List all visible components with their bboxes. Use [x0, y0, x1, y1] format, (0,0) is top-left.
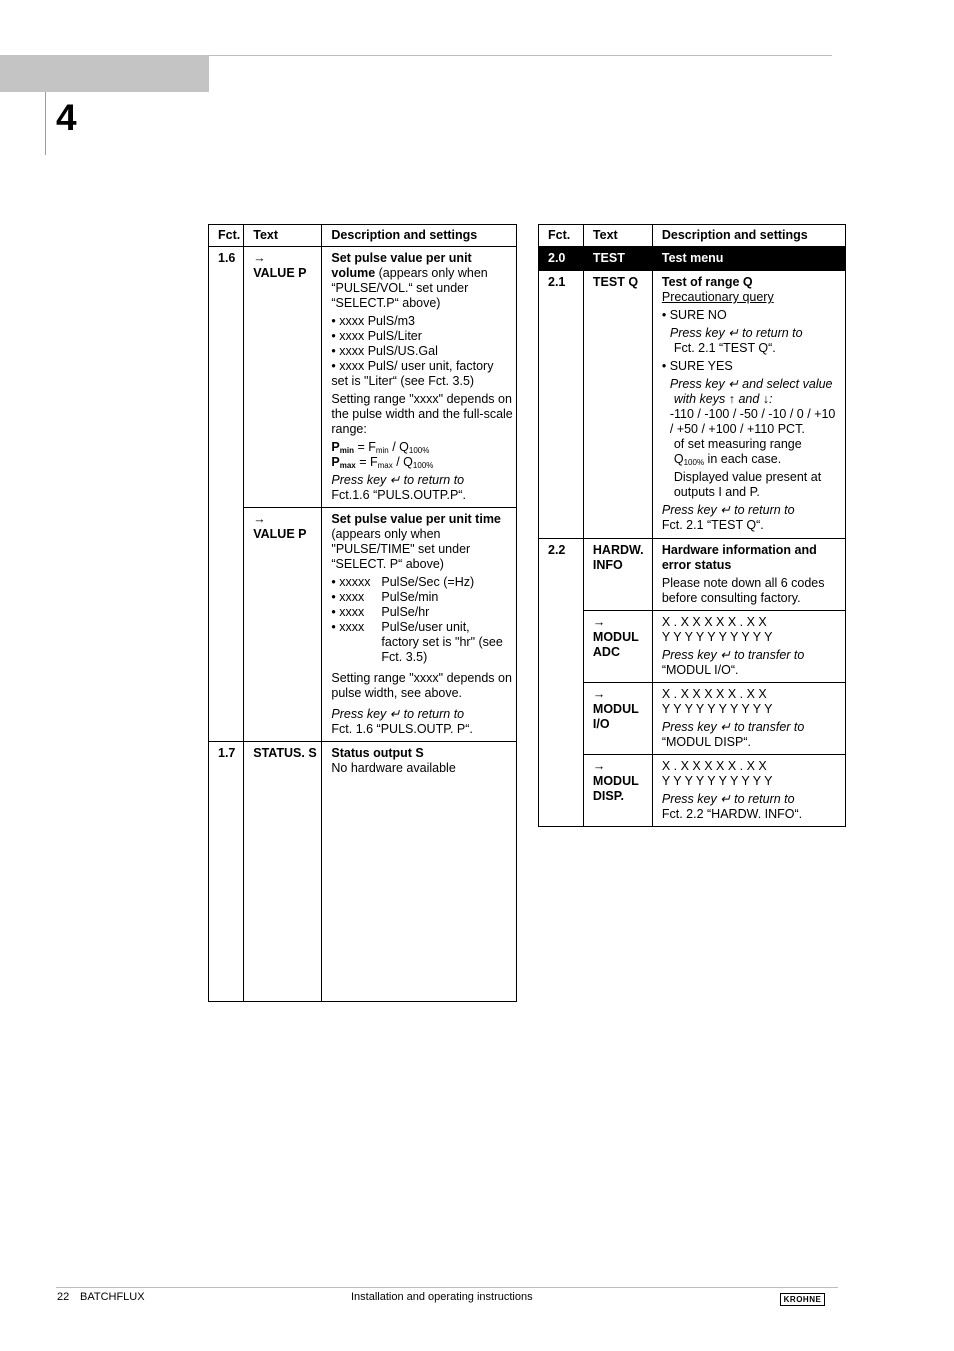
test-values: -110 / -100 / -50 / -10 / 0 / +10 / +50 / +100 / +110 PCT.	[669, 407, 836, 436]
arrow-icon: →	[592, 615, 606, 629]
list-item: • xxxx PulSe/min	[331, 590, 439, 604]
query-text: Precautionary query	[661, 290, 774, 304]
press-key-text: Press key ↵ to transfer to	[661, 720, 805, 734]
list-item: • xxxxx PulSe/Sec (=Hz)	[331, 575, 475, 589]
code-y: Y Y Y Y Y Y Y Y Y Y	[661, 774, 773, 788]
text-label: MODUL I/O	[592, 702, 639, 731]
fct-cell: 1.6	[209, 247, 244, 742]
text-cell: TEST	[583, 247, 652, 271]
q100-text: $Q_{100\%}$ in each case.	[673, 452, 782, 467]
header-desc: Description and settings	[322, 225, 517, 247]
table-row	[209, 508, 517, 742]
code-y: Y Y Y Y Y Y Y Y Y Y	[661, 702, 773, 716]
header-fct: Fct.	[539, 225, 584, 247]
display-note: Displayed value present at outputs I and P.	[673, 470, 822, 499]
text-label: MODUL DISP.	[592, 774, 639, 803]
text-cell	[583, 683, 652, 755]
press-key-text: Press key ↵ to transfer to	[661, 648, 805, 662]
header-fct: Fct.	[209, 225, 244, 247]
list-item: • xxxx PulS/ user unit, factory set is "Liter“ (see Fct. 3.5)	[331, 359, 494, 388]
text-cell: HARDW. INFO	[583, 539, 652, 611]
header-rule	[209, 55, 832, 56]
arrow-icon: →	[253, 251, 266, 265]
press-key-target: “MODUL I/O“.	[661, 663, 739, 677]
desc-cell	[322, 742, 517, 1002]
list-item: • xxxx PulS/Liter	[331, 329, 422, 343]
option-no: • SURE NO	[661, 308, 727, 322]
page-number: 22	[57, 1291, 70, 1303]
table-row	[539, 755, 846, 827]
text-label: VALUE P	[253, 527, 307, 541]
fct-cell: 2.2	[539, 539, 584, 827]
table-row-highlight	[539, 247, 846, 271]
press-key-target: Fct. 2.2 “HARDW. INFO“.	[661, 807, 803, 821]
fct-cell: 1.7	[209, 742, 244, 1002]
range-text: Setting range "xxxx" depends on pulse width, see above.	[331, 671, 512, 700]
chapter-number: 4	[56, 97, 77, 138]
code-y: Y Y Y Y Y Y Y Y Y Y	[661, 630, 773, 644]
chapter-tab	[0, 55, 209, 92]
press-key-target: Fct.1.6 “PULS.OUTP.P“.	[331, 488, 466, 502]
text-cell: TEST Q	[583, 271, 652, 539]
range-text: Setting range "xxxx" depends on the pulse width and the full-scale range:	[331, 392, 513, 436]
desc-cell	[652, 683, 845, 755]
press-key-text: Press key ↵ and select value	[669, 377, 833, 391]
text-cell	[244, 247, 322, 508]
fct-cell: 2.0	[539, 247, 584, 271]
table-row	[539, 271, 846, 539]
table-row	[209, 247, 517, 508]
press-key-text: Press key ↵ to return to	[669, 326, 803, 340]
code-x: X . X X X X X . X X	[661, 687, 767, 701]
press-key-text: Press key ↵ to return to	[331, 707, 465, 721]
table-row	[209, 742, 517, 1002]
press-key-target: Fct. 1.6 “PULS.OUTP. P“.	[331, 722, 473, 736]
text-label: MODUL ADC	[592, 630, 639, 659]
formula-pmin: $P_{min} = F_{min} / Q_{100\%}$	[331, 440, 430, 455]
press-key-target: “MODUL DISP“.	[661, 735, 751, 749]
desc-title-rest: (appears only when “PULSE/VOL.“ set under “SELECT.P“ above)	[331, 266, 488, 310]
code-x: X . X X X X X . X X	[661, 759, 767, 773]
press-key-target: Fct. 2.1 “TEST Q“.	[673, 341, 776, 355]
list-item: • xxxx PulS/m3	[331, 314, 415, 328]
press-key-text: Press key ↵ to return to	[661, 792, 795, 806]
desc-cell	[652, 755, 845, 827]
text-cell: STATUS. S	[244, 742, 322, 1002]
desc-text: Please note down all 6 codes before consulting factory.	[661, 576, 825, 605]
table-row	[539, 611, 846, 683]
chapter-divider	[45, 92, 46, 155]
product-name: BATCHFLUX	[80, 1291, 145, 1303]
arrow-icon: →	[592, 759, 606, 773]
list-item: • xxxx PulSe/user unit, factory set is "hr" (see Fct. 3.5)	[331, 620, 503, 664]
text-label: VALUE P	[253, 266, 307, 280]
code-x: X . X X X X X . X X	[661, 615, 767, 629]
table-row	[539, 683, 846, 755]
desc-cell	[652, 539, 845, 611]
table-row	[539, 539, 846, 611]
desc-title: Test of range Q	[661, 275, 753, 289]
text-cell	[244, 508, 322, 742]
desc-cell	[322, 247, 517, 508]
arrow-icon: →	[253, 512, 266, 526]
header-text: Text	[244, 225, 322, 247]
desc-cell	[322, 508, 517, 742]
header-text: Text	[583, 225, 652, 247]
header-desc: Description and settings	[652, 225, 845, 247]
option-yes: • SURE YES	[661, 359, 733, 373]
text-cell	[583, 611, 652, 683]
desc-cell: Test menu	[652, 247, 845, 271]
desc-cell	[652, 271, 845, 539]
press-key-text: Press key ↵ to return to	[661, 503, 795, 517]
desc-cell	[652, 611, 845, 683]
press-key-target: Fct. 2.1 “TEST Q“.	[661, 518, 764, 532]
desc-title: Set pulse value per unit time	[331, 512, 501, 526]
function-table-right	[538, 224, 846, 827]
footer-rule	[56, 1287, 838, 1288]
function-table-left	[208, 224, 517, 1002]
press-key-text: Press key ↵ to return to	[331, 473, 465, 487]
formula-pmax: $P_{max} = F_{max} / Q_{100\%}$	[331, 455, 434, 470]
footer-title: Installation and operating instructions	[351, 1291, 533, 1303]
fct-cell: 2.1	[539, 271, 584, 539]
krohne-logo: KROHNE	[780, 1293, 825, 1306]
text-cell	[583, 755, 652, 827]
desc-title: Hardware information and error status	[661, 543, 817, 572]
table-header	[539, 225, 846, 247]
desc-title-rest: (appears only when "PULSE/TIME" set under “SELECT. P“ above)	[331, 527, 471, 571]
list-item: • xxxx PulS/US.Gal	[331, 344, 438, 358]
arrow-keys-text: with keys ↑ and ↓:	[673, 392, 773, 406]
arrow-icon: →	[592, 687, 606, 701]
desc-text: No hardware available	[331, 761, 456, 775]
table-header	[209, 225, 517, 247]
range-text: of set measuring range	[673, 437, 802, 451]
desc-title: Set pulse value per unit volume	[331, 251, 472, 280]
desc-title: Status output S	[331, 746, 424, 760]
list-item: • xxxx PulSe/hr	[331, 605, 430, 619]
